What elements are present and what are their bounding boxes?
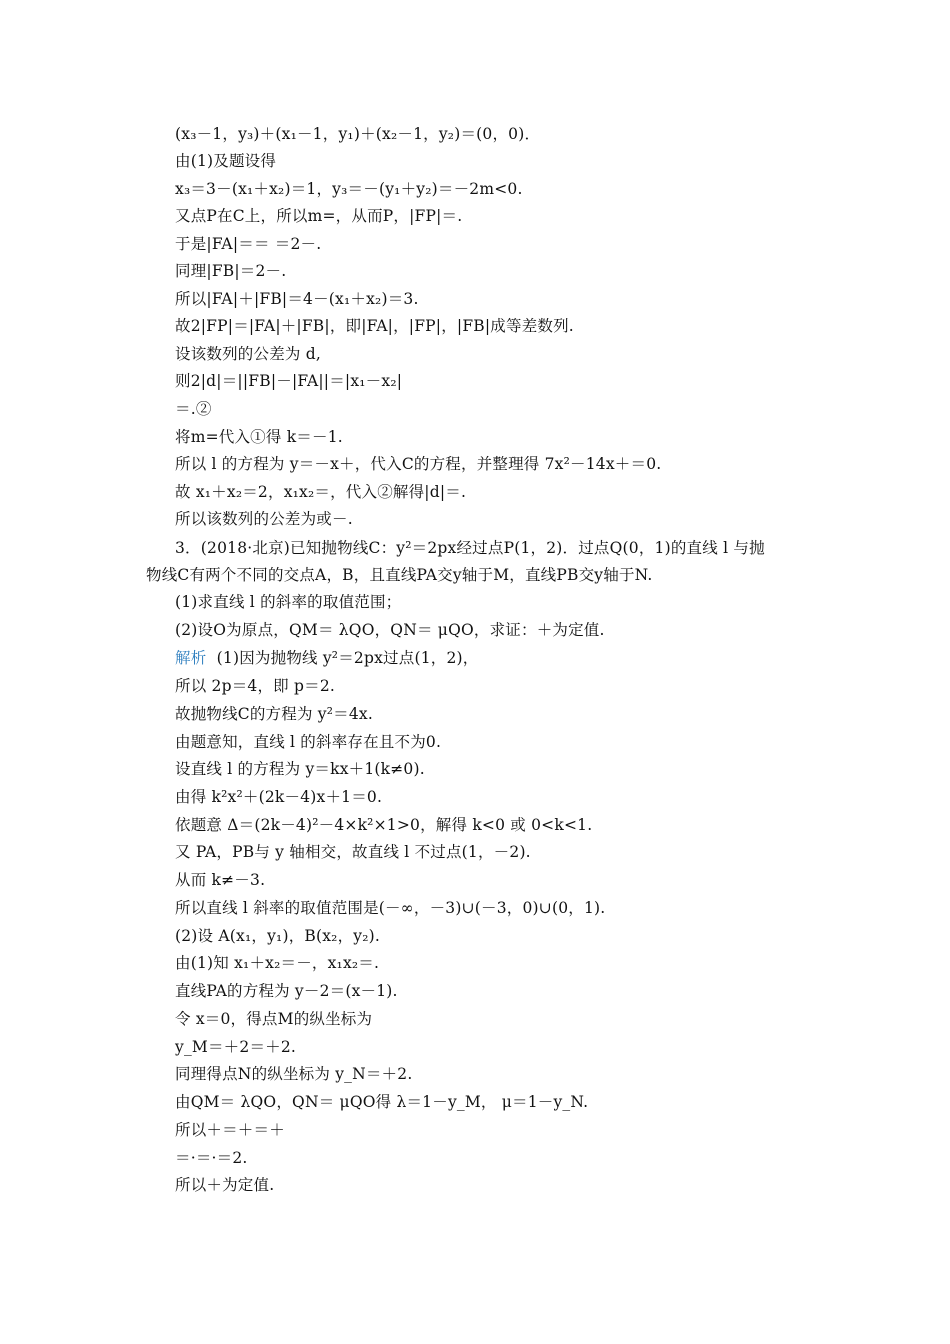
text-line: 所以＋为定值. <box>175 1176 275 1194</box>
text-line: 所以 l 的方程为 y＝－x＋，代入C的方程，并整理得 7x²－14x＋＝0. <box>175 455 662 473</box>
text-line: 又点P在C上，所以m=，从而P，|FP|＝. <box>175 207 463 225</box>
text-line: 故2|FP|＝|FA|＋|FB|，即|FA|，|FP|，|FB|成等差数列. <box>175 317 574 335</box>
solution-first-line <box>175 645 478 671</box>
text-line: 所以＋＝＋＝＋ <box>175 1121 285 1139</box>
problem-3-part-2: (2)设O为原点，QM＝ λQO，QN＝ μQO，求证：＋为定值. <box>175 621 605 639</box>
text-line: (x₃－1，y₃)＋(x₁－1，y₁)＋(x₂－1，y₂)＝(0，0)． <box>175 125 541 143</box>
text-line: (2)设 A(x₁，y₁)，B(x₂，y₂). <box>175 927 381 945</box>
text-line: 故 x₁＋x₂＝2，x₁x₂＝，代入②解得|d|＝. <box>175 483 467 501</box>
text-line: 所以该数列的公差为或－. <box>175 510 353 528</box>
text-line: 从而 k≠－3. <box>175 871 266 889</box>
text-line: ＝.② <box>175 400 212 418</box>
text-line: 所以 2p＝4，即 p＝2. <box>175 677 336 695</box>
text-line: y_M＝＋2＝＋2. <box>175 1038 297 1056</box>
text-line: 设该数列的公差为 d, <box>175 345 321 363</box>
text-line: 由QM＝ λQO，QN＝ μQO得 λ＝1－y_M， μ＝1－y_N. <box>175 1093 589 1111</box>
text-line: 故抛物线C的方程为 y²＝4x. <box>175 705 373 723</box>
text-line: 由(1)及题设得 <box>175 152 277 170</box>
solution-text: (1)因为抛物线 y²＝2px过点(1，2)， <box>216 649 479 667</box>
text-line: 又 PA，PB与 y 轴相交，故直线 l 不过点(1，－2). <box>175 843 531 861</box>
text-line: 所以|FA|＋|FB|＝4－(x₁＋x₂)＝3. <box>175 290 419 308</box>
text-line: 由(1)知 x₁＋x₂＝－，x₁x₂＝. <box>175 954 380 972</box>
text-line: 依题意 Δ＝(2k－4)²－4×k²×1>0，解得 k<0 或 0<k<1. <box>175 816 593 834</box>
text-line: 同理得点N的纵坐标为 y_N＝＋2. <box>175 1065 413 1083</box>
text-line: 由题意知，直线 l 的斜率存在且不为0. <box>175 733 442 751</box>
text-line: x₃＝3－(x₁＋x₂)＝1，y₃＝－(y₁＋y₂)＝－2m<0. <box>175 180 523 198</box>
solution-label: 解析 <box>175 649 207 667</box>
text-line: 设直线 l 的方程为 y＝kx＋1(k≠0). <box>175 760 425 778</box>
text-line: 直线PA的方程为 y－2＝(x－1). <box>175 982 398 1000</box>
problem-3-statement: 3．(2018·北京)已知抛物线C：y²＝2px经过点P(1，2)．过点Q(0，1)的直线 l 与抛 <box>175 539 765 557</box>
text-line: 由得 k²x²＋(2k－4)x＋1＝0. <box>175 788 383 806</box>
problem-3-part-1: (1)求直线 l 的斜率的取值范围； <box>175 593 402 611</box>
text-line: 令 x＝0，得点M的纵坐标为 <box>175 1010 373 1028</box>
text-line: 所以直线 l 斜率的取值范围是(－∞，－3)∪(－3，0)∪(0，1). <box>175 899 606 917</box>
problem-3-statement-cont: 物线C有两个不同的交点A，B，且直线PA交y轴于M，直线PB交y轴于N. <box>146 566 653 584</box>
text-line: 同理|FB|＝2－. <box>175 262 287 280</box>
text-line: 于是|FA|＝＝ ＝2－. <box>175 235 322 253</box>
text-line: 将m=代入①得 k＝－1. <box>175 428 343 446</box>
text-line: ＝·＝·＝2. <box>175 1149 248 1167</box>
text-line: 则2|d|＝||FB|－|FA||＝|x₁－x₂| <box>175 372 403 390</box>
